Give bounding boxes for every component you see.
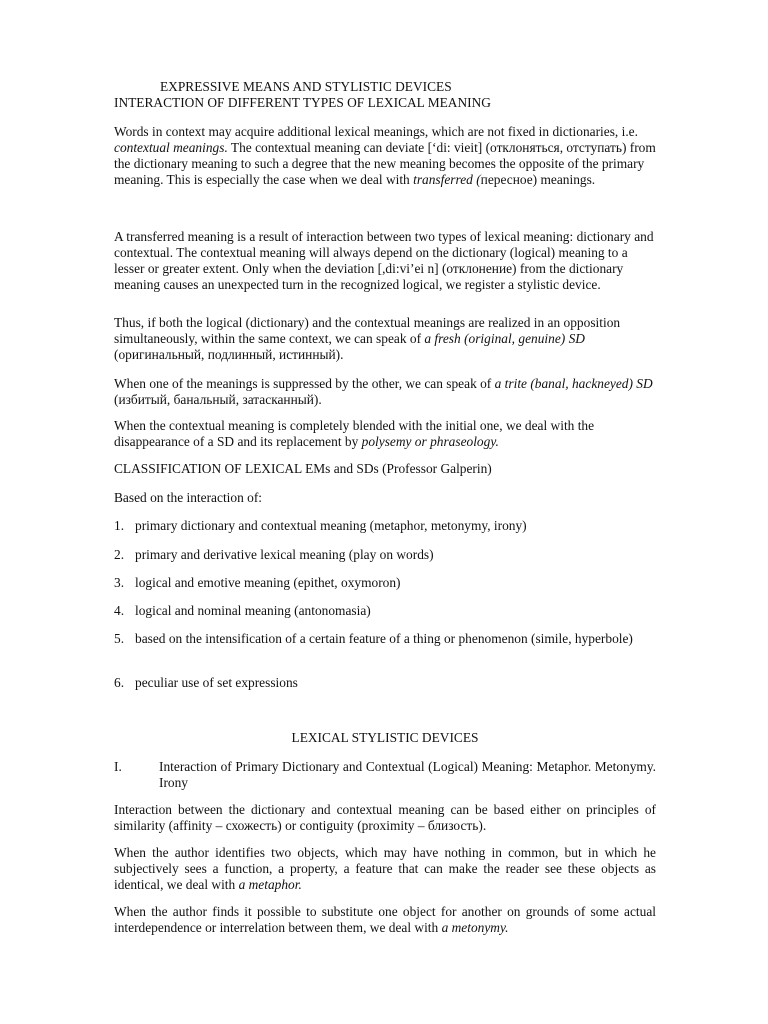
- paragraph-trite-sd: When one of the meanings is suppressed by the other, we can speak of a trite (banal, hackneyed) SD (избитый, банальный, затасканный).: [114, 376, 653, 407]
- list-text: primary and derivative lexical meaning (play on words): [135, 547, 434, 562]
- paragraph-contextual-meanings: Words in context may acquire additional lexical meanings, which are not fixed in dictionaries, i.e. contextual meanings. The contextual meaning can deviate [‘di: vieit] (отклоняться, отступать) from the dictionary meaning to such a degree that the new meaning becomes the opposite of the primary meaning. This is especially the case when we deal with transferred (пересное) meanings.: [114, 124, 656, 187]
- classification-heading: CLASSIFICATION OF LEXICAL EMs and SDs (Professor Galperin): [114, 461, 492, 476]
- list-number: 4.: [114, 603, 125, 618]
- list-number: 6.: [114, 675, 125, 690]
- paragraph-metonymy: When the author finds it possible to substitute one object for another on grounds of some actual interdependence or interrelation between them, we deal with a metonymy.: [114, 904, 656, 935]
- document-subtitle: INTERACTION OF DIFFERENT TYPES OF LEXICAL MEANING: [114, 95, 491, 110]
- section-title: Interaction of Primary Dictionary and Contextual (Logical) Meaning: Metaphor. Metonymy. Irony: [159, 759, 656, 790]
- paragraph-transferred-meaning: A transferred meaning is a result of interaction between two types of lexical meaning: dictionary and contextual. The contextual meaning will always depend on the dictionary (logical) meaning to a lesser or greater extent. Only when the deviation [,di:vi’ei n] (отклонение) from the dictionary meaning causes an unexpected turn in the recognized logical, we register a stylistic device.: [114, 229, 654, 292]
- lexical-devices-heading: LEXICAL STYLISTIC DEVICES: [291, 730, 479, 745]
- list-text: primary dictionary and contextual meaning (metaphor, metonymy, irony): [135, 518, 527, 533]
- list-text: based on the intensification of a certain feature of a thing or phenomenon (simile, hyperbole): [135, 631, 633, 646]
- list-text: logical and emotive meaning (epithet, oxymoron): [135, 575, 401, 590]
- list-number: 5.: [114, 631, 125, 646]
- list-number: 3.: [114, 575, 125, 590]
- paragraph-metaphor: When the author identifies two objects, which may have nothing in common, but in which he subjectively sees a function, a property, a feature that can make the reader see these objects as identical, we deal with a metaphor.: [114, 845, 656, 892]
- document-title: EXPRESSIVE MEANS AND STYLISTIC DEVICES: [160, 79, 452, 94]
- section-number: I.: [114, 759, 122, 774]
- list-number: 2.: [114, 547, 125, 562]
- list-text: peculiar use of set expressions: [135, 675, 298, 690]
- list-text: logical and nominal meaning (antonomasia): [135, 603, 371, 618]
- paragraph-fresh-sd: Thus, if both the logical (dictionary) and the contextual meanings are realized in an opposition simultaneously, within the same context, we can speak of a fresh (original, genuine) SD (оригинальный, подлинный, истинный).: [114, 315, 621, 362]
- paragraph-similarity-contiguity: Interaction between the dictionary and contextual meaning can be based either on principles of similarity (affinity – схожесть) or contiguity (proximity – близость).: [114, 802, 656, 833]
- based-on-label: Based on the interaction of:: [114, 490, 262, 505]
- list-number: 1.: [114, 518, 125, 533]
- paragraph-polysemy: When the contextual meaning is completely blended with the initial one, we deal with the disappearance of a SD and its replacement by polysemy or phraseology.: [114, 418, 595, 449]
